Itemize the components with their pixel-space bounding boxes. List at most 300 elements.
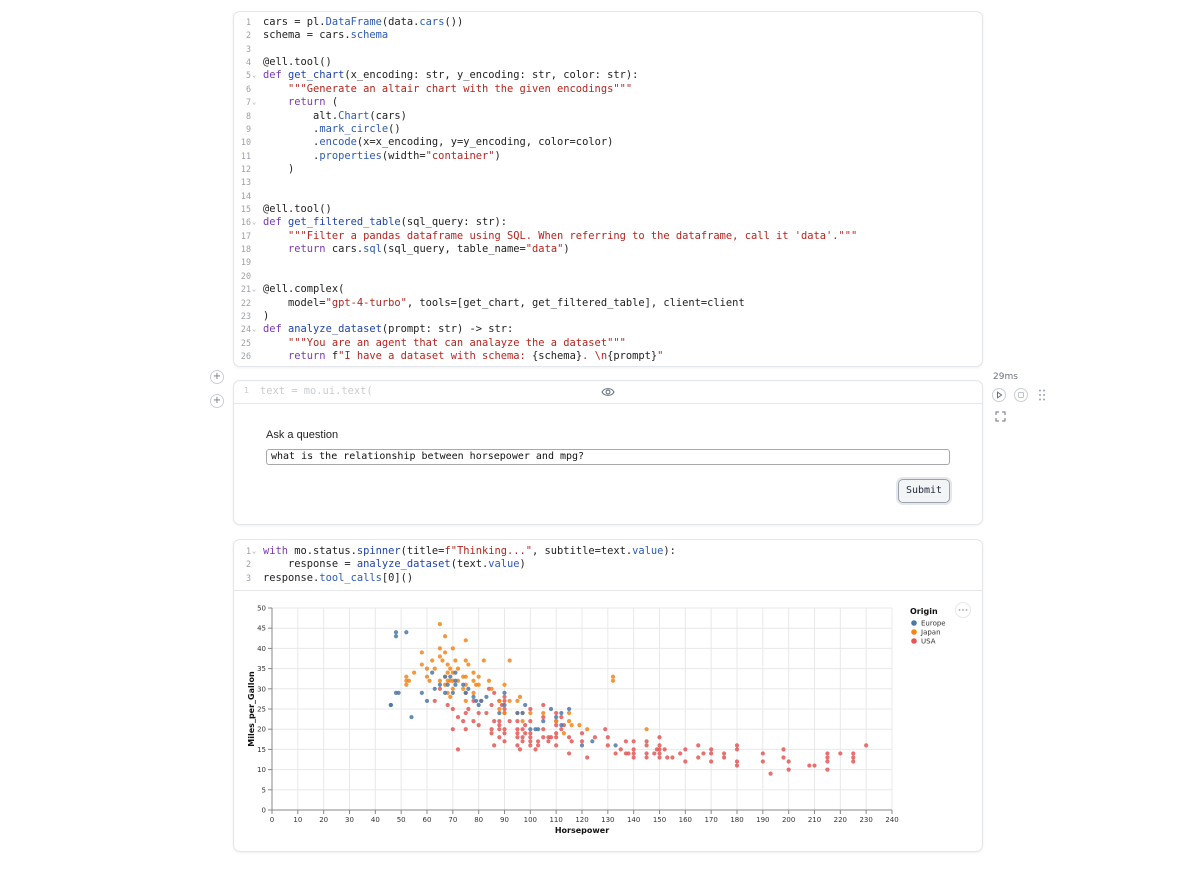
code-token: encode: [319, 136, 357, 149]
data-point-japan: [567, 711, 571, 715]
x-tick-label: 30: [345, 816, 354, 824]
y-tick-label: 0: [261, 806, 266, 815]
code-token: tool_calls: [319, 571, 382, 584]
data-point-japan: [502, 683, 506, 687]
legend-label: Japan: [921, 628, 941, 637]
data-point-usa: [825, 768, 829, 772]
data-point-japan: [477, 683, 481, 687]
data-point-usa: [657, 751, 661, 755]
code-line[interactable]: [234, 176, 974, 189]
data-point-japan: [515, 699, 519, 703]
data-point-usa: [781, 755, 785, 759]
drag-handle-icon: [1038, 388, 1046, 402]
code-token: (x_encoding: str, y_encoding: str, color: str):: [344, 69, 639, 82]
data-point-europe: [396, 691, 400, 695]
line-number: 17: [240, 230, 251, 241]
line-number: 14: [240, 190, 251, 201]
line-number: 16: [240, 217, 251, 228]
data-point-japan: [518, 695, 522, 699]
code-token: [263, 230, 288, 242]
data-point-japan: [482, 658, 486, 662]
data-point-japan: [425, 667, 429, 671]
data-point-usa: [864, 743, 868, 747]
legend-label: USA: [921, 637, 936, 646]
y-tick-label: 50: [257, 604, 266, 613]
data-point-usa: [528, 719, 532, 723]
data-point-japan: [412, 671, 416, 675]
data-point-japan: [464, 638, 468, 642]
stop-cell-button[interactable]: [1014, 388, 1028, 402]
data-point-europe: [502, 703, 506, 707]
code-line[interactable]: [234, 545, 974, 558]
data-point-europe: [453, 683, 457, 687]
data-point-europe: [471, 695, 475, 699]
code-token: (sql_query, table_name=: [381, 243, 526, 256]
code-token: "I have a dataset with schema:: [338, 349, 533, 362]
data-point-europe: [409, 715, 413, 719]
code-token: mo.status.: [294, 545, 357, 557]
data-point-usa: [451, 707, 455, 711]
code-token: def: [263, 216, 289, 229]
data-point-usa: [438, 687, 442, 691]
data-point-usa: [567, 735, 571, 739]
x-tick-label: 140: [626, 816, 641, 824]
data-point-europe: [536, 727, 540, 731]
data-point-japan: [562, 731, 566, 735]
code-line[interactable]: [234, 69, 974, 82]
data-point-japan: [554, 719, 558, 723]
data-point-usa: [546, 739, 550, 743]
code-line[interactable]: [234, 123, 974, 136]
data-point-europe: [484, 695, 488, 699]
data-point-usa: [523, 731, 527, 735]
data-point-usa: [735, 759, 739, 763]
code-token: (data.: [381, 16, 420, 28]
code-line[interactable]: [234, 350, 974, 363]
data-point-usa: [515, 743, 519, 747]
add-cell-below-button[interactable]: [210, 394, 224, 408]
code-token: . \n: [582, 349, 608, 362]
data-point-europe: [453, 671, 457, 675]
data-point-usa: [851, 751, 855, 755]
code-line[interactable]: [234, 150, 974, 163]
data-point-usa: [735, 747, 739, 751]
run-cell-button[interactable]: [992, 388, 1006, 402]
code-token: mark_circle: [319, 122, 389, 135]
code-text: [263, 283, 344, 296]
data-point-europe: [515, 711, 519, 715]
data-point-usa: [761, 759, 765, 763]
code-text: [263, 216, 507, 229]
code-text: [263, 310, 269, 323]
code-token: alt.: [263, 109, 339, 122]
data-point-usa: [838, 751, 842, 755]
code-token: f: [325, 349, 339, 362]
data-point-europe: [389, 703, 393, 707]
code-token: model=: [263, 296, 326, 309]
data-point-japan: [448, 695, 452, 699]
x-tick-label: 20: [319, 816, 329, 824]
data-point-usa: [559, 727, 563, 731]
data-point-usa: [541, 735, 545, 739]
data-point-japan: [404, 683, 408, 687]
data-point-usa: [606, 743, 610, 747]
line-number: 26: [240, 350, 251, 361]
data-point-japan: [451, 646, 455, 650]
data-point-japan: [464, 658, 468, 662]
data-point-usa: [593, 735, 597, 739]
data-point-japan: [487, 679, 491, 683]
fold-chevron-icon[interactable]: ⌄: [252, 547, 257, 555]
x-tick-label: 100: [523, 816, 538, 824]
data-point-usa: [464, 727, 468, 731]
data-point-europe: [451, 691, 455, 695]
code-token: return: [288, 349, 326, 362]
line-number: 1: [245, 546, 251, 556]
data-point-japan: [404, 675, 408, 679]
x-tick-label: 130: [601, 816, 615, 824]
data-point-japan: [508, 699, 512, 703]
code-token: response.: [263, 571, 320, 584]
data-point-europe: [433, 687, 437, 691]
code-line[interactable]: [234, 310, 974, 323]
data-point-europe: [466, 687, 470, 691]
data-point-usa: [541, 727, 545, 731]
data-point-usa: [606, 735, 610, 739]
code-line[interactable]: [234, 136, 974, 149]
data-point-japan: [577, 723, 581, 727]
submit-button[interactable]: Submit: [898, 479, 950, 503]
y-tick-label: 30: [257, 685, 266, 694]
code-token: (width=: [381, 149, 426, 162]
data-point-japan: [438, 646, 442, 650]
data-point-usa: [497, 735, 501, 739]
x-tick-label: 40: [370, 816, 380, 824]
code-line[interactable]: [234, 110, 974, 123]
data-point-japan: [407, 679, 411, 683]
line-number: 19: [240, 257, 251, 268]
data-point-usa: [632, 739, 636, 743]
code-token: (prompt: str) -> str:: [381, 323, 514, 336]
code-token: (title=: [400, 545, 445, 557]
data-point-europe: [613, 743, 617, 747]
code-token: .: [263, 122, 320, 135]
data-point-usa: [492, 743, 496, 747]
data-point-europe: [559, 723, 563, 727]
code-token: ): [494, 149, 501, 162]
code-token: [263, 337, 288, 349]
code-line[interactable]: [234, 572, 974, 585]
code-text: [263, 297, 745, 310]
code-line[interactable]: [234, 190, 974, 203]
data-point-europe: [479, 699, 483, 703]
data-point-usa: [709, 751, 713, 755]
code-line[interactable]: [234, 29, 974, 42]
data-point-usa: [508, 719, 512, 723]
y-tick-label: 45: [257, 624, 266, 633]
data-point-europe: [453, 679, 457, 683]
line-number: 20: [240, 270, 251, 281]
code-token: "container": [425, 149, 495, 162]
data-point-japan: [508, 658, 512, 662]
data-point-usa: [502, 707, 506, 711]
data-point-usa: [546, 735, 550, 739]
data-point-usa: [657, 755, 661, 759]
data-point-europe: [438, 683, 442, 687]
data-point-usa: [554, 743, 558, 747]
code-line[interactable]: [234, 16, 974, 29]
data-point-europe: [443, 675, 447, 679]
data-point-usa: [722, 751, 726, 755]
code-text: [263, 558, 526, 571]
plus-icon: +: [212, 371, 222, 382]
code-line[interactable]: [234, 203, 974, 216]
y-tick-label: 10: [257, 766, 266, 775]
data-point-japan: [440, 658, 444, 662]
stop-icon: [1015, 389, 1027, 401]
line-number: 4: [245, 57, 251, 68]
data-point-usa: [825, 751, 829, 755]
code-line[interactable]: [234, 297, 974, 310]
fold-chevron-icon[interactable]: ⌄: [252, 218, 257, 227]
data-point-usa: [570, 739, 574, 743]
code-token: @ell.tool(): [263, 56, 332, 69]
hidden-code-line-number: 1: [244, 386, 249, 395]
code-line[interactable]: [234, 270, 974, 283]
data-point-japan: [471, 671, 475, 675]
data-point-europe: [430, 671, 434, 675]
data-point-japan: [448, 667, 452, 671]
code-line[interactable]: [234, 558, 974, 571]
data-point-usa: [502, 699, 506, 703]
data-point-usa: [502, 731, 506, 735]
add-cell-above-button[interactable]: [210, 370, 224, 384]
data-point-usa: [825, 759, 829, 763]
data-point-usa: [489, 727, 493, 731]
data-point-usa: [446, 703, 450, 707]
code-token: ): [263, 309, 270, 322]
data-point-usa: [644, 739, 648, 743]
code-line[interactable]: [234, 163, 974, 176]
code-token: Chart: [338, 109, 370, 122]
code-token: {prompt}: [607, 349, 658, 362]
code-token: value: [488, 558, 520, 571]
data-point-japan: [477, 675, 481, 679]
code-token: response =: [263, 558, 357, 571]
data-point-usa: [632, 747, 636, 751]
data-point-usa: [528, 743, 532, 747]
code-token: (: [325, 96, 339, 109]
data-point-usa: [554, 735, 558, 739]
data-point-japan: [471, 679, 475, 683]
code-token: schema = cars.: [263, 29, 351, 42]
code-text: [263, 163, 294, 176]
code-text: [263, 323, 513, 336]
code-token: [263, 96, 288, 108]
code-token: def: [263, 323, 289, 336]
line-number: 13: [240, 177, 251, 188]
code-line[interactable]: [234, 43, 974, 56]
code-line[interactable]: [234, 323, 974, 336]
data-point-usa: [492, 691, 496, 695]
data-point-usa: [536, 743, 540, 747]
code-cell-tools[interactable]: [233, 11, 983, 367]
line-number: 24: [240, 324, 251, 335]
expand-output-button[interactable]: [995, 409, 1006, 420]
code-text: [263, 96, 338, 109]
data-point-japan: [430, 658, 434, 662]
code-line[interactable]: [234, 83, 974, 96]
data-point-europe: [448, 675, 452, 679]
fold-chevron-icon[interactable]: ⌄: [252, 98, 257, 107]
line-number: 7: [245, 97, 251, 108]
data-point-japan: [489, 687, 493, 691]
data-point-usa: [528, 707, 532, 711]
show-code-button[interactable]: [601, 385, 615, 403]
data-point-japan: [446, 671, 450, 675]
data-point-usa: [456, 715, 460, 719]
code-token: spinner: [356, 545, 401, 557]
x-tick-label: 120: [575, 816, 589, 824]
y-tick-label: 15: [257, 745, 266, 754]
data-point-europe: [497, 711, 501, 715]
data-point-usa: [528, 731, 532, 735]
data-point-europe: [554, 715, 558, 719]
hidden-code-text: text = mo.ui.text(: [260, 385, 373, 397]
data-point-usa: [502, 695, 506, 699]
data-point-usa: [632, 751, 636, 755]
data-point-usa: [761, 751, 765, 755]
data-point-europe: [446, 683, 450, 687]
data-point-japan: [443, 634, 447, 638]
code-text: [263, 83, 632, 96]
code-token: ": [657, 349, 664, 362]
data-point-europe: [502, 691, 506, 695]
code-line[interactable]: [234, 56, 974, 69]
code-text: [263, 545, 676, 558]
data-point-usa: [497, 719, 501, 723]
data-point-japan: [456, 667, 460, 671]
data-point-usa: [585, 755, 589, 759]
code-line[interactable]: [234, 96, 974, 109]
line-number: 10: [240, 137, 251, 148]
legend-label: Europe: [921, 619, 946, 628]
code-text: [263, 572, 413, 585]
code-editor[interactable]: [234, 16, 974, 363]
data-point-europe: [580, 743, 584, 747]
data-point-europe: [520, 711, 524, 715]
code-token: [263, 243, 288, 255]
data-point-usa: [528, 735, 532, 739]
data-point-usa: [735, 743, 739, 747]
data-point-usa: [807, 763, 811, 767]
form-cell[interactable]: [233, 380, 983, 525]
data-point-usa: [515, 719, 519, 723]
code-line[interactable]: [234, 216, 974, 229]
drag-handle[interactable]: [1038, 388, 1046, 402]
code-token: (x=x_encoding, y=y_encoding, color=color): [356, 136, 614, 149]
question-input[interactable]: what is the relationship between horsepower and mpg?: [266, 449, 950, 465]
line-number: 23: [240, 310, 251, 321]
code-token: (): [388, 122, 401, 135]
data-point-usa: [696, 755, 700, 759]
data-point-europe: [528, 727, 532, 731]
data-point-japan: [520, 719, 524, 723]
data-point-europe: [443, 691, 447, 695]
code-text: [263, 350, 663, 363]
data-point-europe: [549, 707, 553, 711]
data-point-japan: [497, 707, 501, 711]
data-point-usa: [665, 755, 669, 759]
data-point-europe: [425, 699, 429, 703]
code-line[interactable]: [234, 243, 974, 256]
code-token: [263, 350, 288, 362]
fold-chevron-icon[interactable]: ⌄: [252, 285, 257, 294]
data-point-usa: [515, 731, 519, 735]
x-axis-title: Horsepower: [554, 826, 610, 835]
data-point-usa: [497, 723, 501, 727]
data-point-usa: [461, 719, 465, 723]
data-point-usa: [533, 747, 537, 751]
code-token: get_filtered_table: [288, 216, 401, 229]
code-line[interactable]: [234, 283, 974, 296]
code-token: """Filter a pandas dataframe using SQL. When referring to the dataframe, call it 'data'.""": [288, 229, 858, 242]
y-tick-label: 25: [257, 705, 266, 714]
code-token: value: [632, 545, 664, 557]
data-point-usa: [580, 739, 584, 743]
data-point-usa: [489, 703, 493, 707]
data-point-usa: [626, 751, 630, 755]
data-point-usa: [536, 739, 540, 743]
code-line[interactable]: [234, 256, 974, 269]
data-point-japan: [611, 679, 615, 683]
code-text: [263, 337, 626, 350]
data-point-usa: [825, 755, 829, 759]
code-line[interactable]: [234, 337, 974, 350]
fold-chevron-icon[interactable]: ⌄: [252, 71, 257, 80]
data-point-europe: [404, 630, 408, 634]
code-token: DataFrame: [325, 16, 382, 28]
hidden-code-strip[interactable]: [234, 381, 982, 404]
legend-swatch: [911, 638, 917, 644]
data-point-usa: [632, 755, 636, 759]
data-point-europe: [523, 703, 527, 707]
x-tick-label: 200: [781, 816, 796, 824]
line-number: 6: [245, 83, 251, 94]
data-point-usa: [709, 759, 713, 763]
code-text: [263, 123, 401, 136]
data-point-europe: [464, 691, 468, 695]
x-tick-label: 160: [678, 816, 693, 824]
data-point-usa: [663, 747, 667, 751]
play-icon: [993, 389, 1005, 401]
code-editor[interactable]: [234, 545, 974, 585]
code-token: ): [563, 243, 570, 256]
code-token: ):: [663, 545, 676, 557]
data-point-europe: [394, 634, 398, 638]
data-point-usa: [644, 751, 648, 755]
x-tick-label: 10: [293, 816, 303, 824]
data-point-usa: [477, 723, 481, 727]
x-tick-label: 170: [704, 816, 718, 824]
code-text: [263, 16, 463, 29]
data-point-usa: [520, 735, 524, 739]
data-point-usa: [567, 751, 571, 755]
data-point-usa: [657, 743, 661, 747]
fold-chevron-icon[interactable]: ⌄: [252, 325, 257, 334]
data-point-usa: [456, 747, 460, 751]
code-line[interactable]: [234, 230, 974, 243]
